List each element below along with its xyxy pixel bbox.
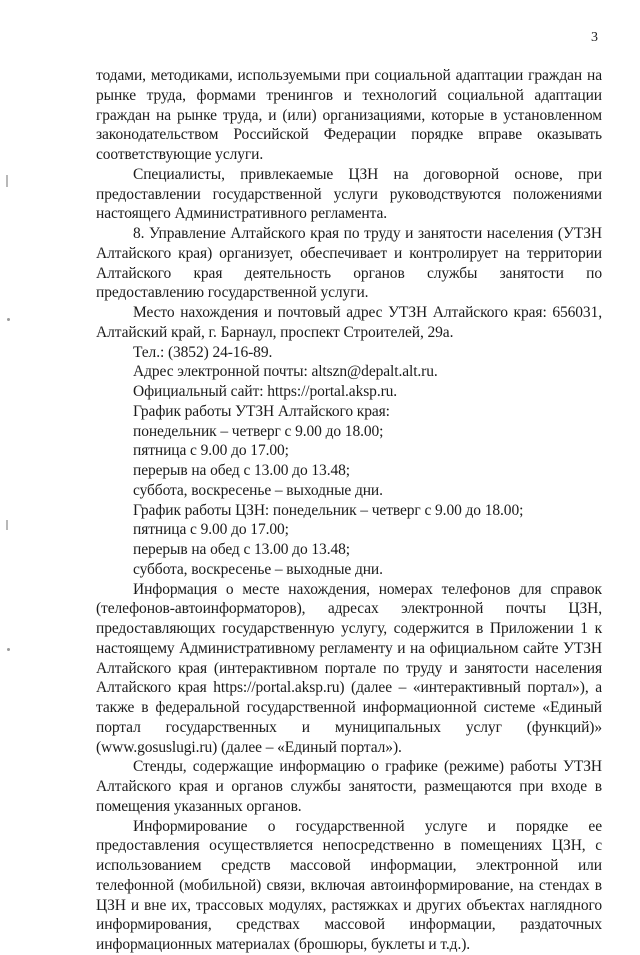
schedule-czn-fri: пятница с 9.00 до 17.00; [133, 521, 289, 539]
scan-margin-mark [6, 520, 8, 530]
paragraph-informing: Информирование о государственной услуге и порядке ее предоставления осуществляется непосредственно в помещениях ЦЗН, с использованием средств массовой информации, электронной или телефонной (мобильной) связи, включая автоинформирование, на стендах в ЦЗН и вне их, трассовых модулях, растяжках и других объектах наглядного информирования, средствах массовой информации, раздаточных информационных материалах (брошюры, буклеты и т.д.). [96, 817, 602, 953]
schedule-utzn-fri: пятница с 9.00 до 17.00; [133, 442, 289, 460]
paragraph-information-sources: Информация о месте нахождения, номерах телефонов для справок (телефонов-автоинформаторов), адресах электронной почты ЦЗН, предоставляющих государственную услугу, содержится в Приложении 1 к настоящему Административному регламенту и на официальном сайте УТЗН Алтайского края (интерактивном портале по труду и занятости населения Алтайского края https://portal.aksp.ru) (далее – «интерактивный портал»), а также в федеральной государственной информационной системе «Единый портал государственных и муниципальных услуг (функций)» (www.gosuslugi.ru) (далее – «Единый портал»). [96, 580, 602, 756]
scan-margin-mark [6, 175, 8, 187]
page-number: 3 [591, 30, 598, 45]
schedule-utzn-weekend: суббота, воскресенье – выходные дни. [133, 481, 383, 499]
scan-margin-mark [7, 318, 10, 321]
document-body [96, 66, 602, 955]
scan-margin-mark [7, 648, 10, 651]
schedule-utzn-lunch: перерыв на обед с 13.00 до 13.48; [133, 462, 350, 479]
paragraph-methods: тодами, методиками, используемыми при социальной адаптации граждан на рынке труда, формами тренингов и технологий социальной адаптации граждан на рынке труда, и (или) организациями, которые в установленном законодательством Российской Федерации порядке вправе оказывать соответствующие услуги. [96, 67, 602, 163]
paragraph-stands: Стенды, содержащие информацию о графике (режиме) работы УТЗН Алтайского края и органов службы занятости, размещаются при входе в помещения указанных органов. [96, 758, 602, 815]
contact-site: Официальный сайт: https://portal.aksp.ru. [133, 383, 398, 400]
schedule-czn-weekend: суббота, воскресенье – выходные дни. [133, 560, 383, 578]
paragraph-specialists: Специалисты, привлекаемые ЦЗН на договорной основе, при предоставлении государственной услуги руководствуются положениями настоящего Административного регламента. [96, 165, 602, 223]
schedule-utzn-mon-thu: понедельник – четверг с 9.00 до 18.00; [133, 422, 384, 440]
paragraph-address: Место нахождения и почтовый адрес УТЗН Алтайского края: 656031, Алтайский край, г. Барнаул, проспект Строителей, 29а. [96, 304, 602, 341]
schedule-czn-lunch: перерыв на обед с 13.00 до 13.48; [133, 541, 350, 558]
schedule-czn-heading: График работы ЦЗН: понедельник – четверг с 9.00 до 18.00; [133, 501, 524, 519]
contact-phone: Тел.: (3852) 24-16-89. [133, 343, 273, 361]
contact-email: Адрес электронной почты: altszn@depalt.alt.ru. [133, 363, 438, 381]
paragraph-section-8: 8. Управление Алтайского края по труду и занятости населения (УТЗН Алтайского края) организует, обеспечивает и контролирует на территории Алтайского края деятельность органов службы занятости по предоставлению государственной услуги. [96, 225, 602, 302]
schedule-utzn-heading: График работы УТЗН Алтайского края: [133, 402, 390, 420]
